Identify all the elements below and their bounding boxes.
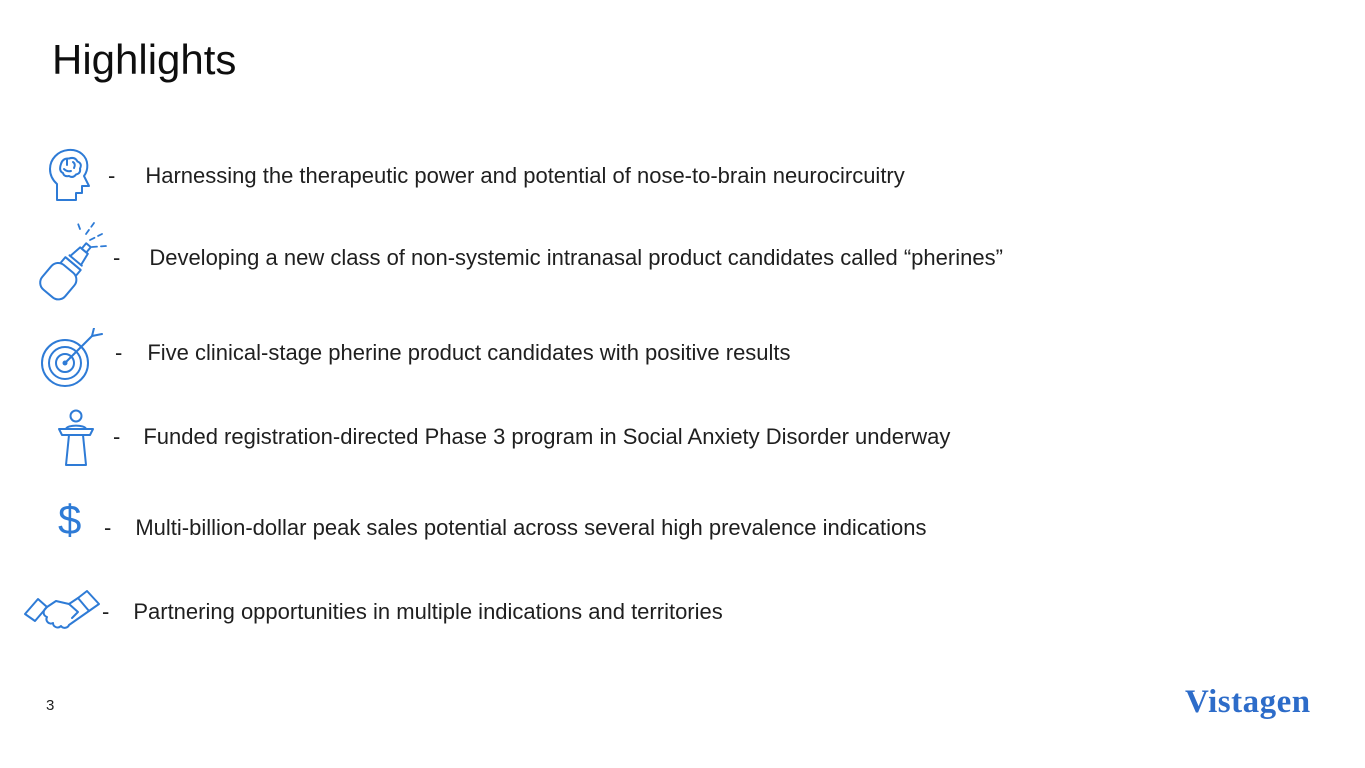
- highlight-item: [108, 163, 905, 189]
- highlight-item: [113, 424, 950, 450]
- bullet-dash: -: [115, 340, 123, 365]
- highlight-item: [104, 515, 927, 541]
- bullet-text: Developing a new class of non-systemic intranasal product candidates called “pherines”: [149, 245, 1003, 270]
- nasal-spray-icon: [30, 220, 108, 306]
- dollar-icon: $: [58, 496, 82, 543]
- highlight-item: [102, 599, 723, 625]
- handshake-icon: [22, 583, 102, 641]
- vistagen-logo: Vistagen: [1185, 684, 1311, 720]
- brain-head-icon: [46, 147, 98, 203]
- bullet-dash: -: [113, 424, 121, 449]
- page-number: 3: [46, 697, 55, 714]
- slide-title: Highlights: [52, 36, 237, 83]
- podium-speaker-icon: [54, 408, 98, 468]
- bullet-text: Multi-billion-dollar peak sales potential across several high prevalence indications: [135, 515, 927, 540]
- bullet-text: Harnessing the therapeutic power and potential of nose-to-brain neurocircuitry: [145, 163, 905, 188]
- highlight-item: [113, 245, 1003, 271]
- bullet-text: Funded registration-directed Phase 3 program in Social Anxiety Disorder underway: [143, 424, 951, 449]
- bullet-dash: -: [104, 515, 112, 540]
- bullet-dash: -: [102, 599, 110, 624]
- bullet-dash: -: [108, 163, 116, 188]
- bullet-text: Partnering opportunities in multiple indications and territories: [133, 599, 723, 624]
- target-icon: [38, 328, 104, 390]
- highlight-item: [115, 340, 791, 366]
- bullet-text: Five clinical-stage pherine product candidates with positive results: [147, 340, 791, 365]
- bullet-dash: -: [113, 245, 121, 270]
